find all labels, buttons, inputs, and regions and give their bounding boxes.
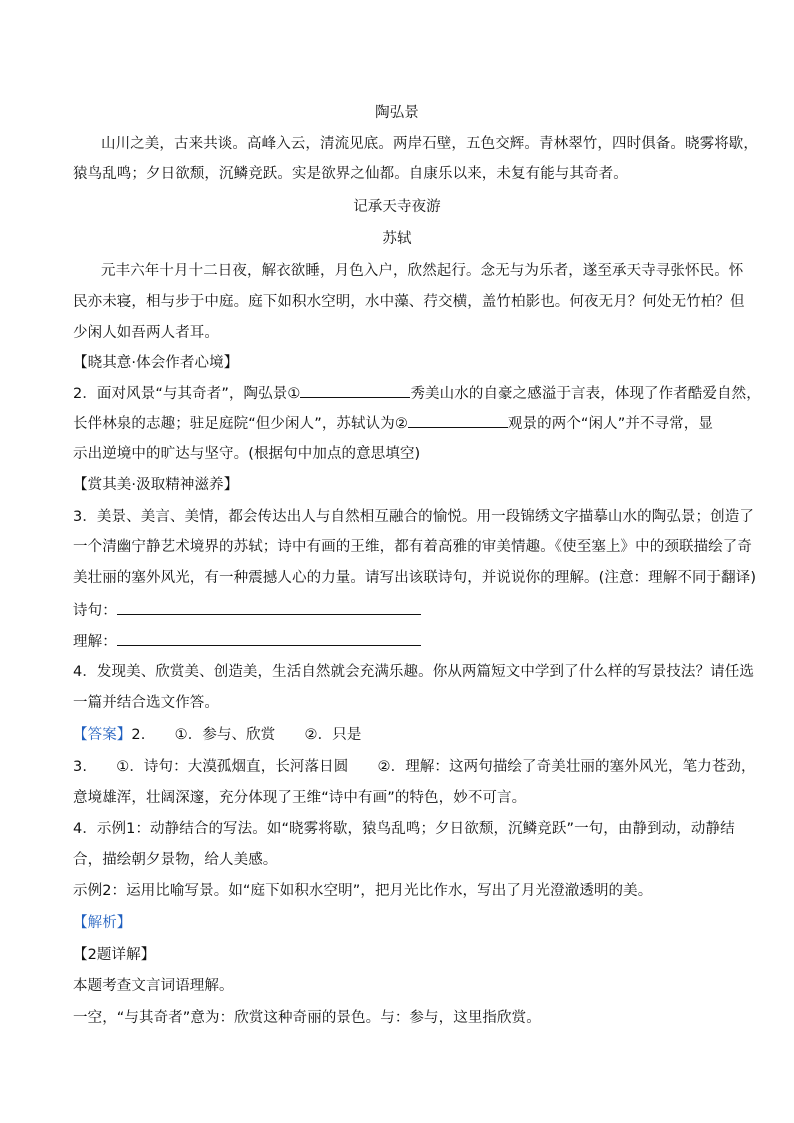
passage1-author: 陶弘景 <box>375 105 419 121</box>
question-2-line2 <box>73 413 713 434</box>
question-2 <box>73 383 761 404</box>
q4-line: 一篇并结合选文作答。 <box>73 695 219 711</box>
passage2-line: 民亦未寝，相与步于中庭。庭下如积水空明，水中藻、荇交横，盖竹柏影也。何夜无月？何处无竹柏？但 <box>73 294 745 310</box>
answer-q2 <box>73 725 361 745</box>
answer-q2-text: 2. ①．参与、欣赏 ②．只是 <box>131 727 362 743</box>
q2-text: 长伴林泉的志趣；驻足庭院“但少闲人”，苏轼认为② <box>73 416 408 432</box>
analysis-line: 一空，“与其奇者”意为：欣赏这种奇丽的景色。与：参与，这里指欣赏。 <box>73 1010 541 1026</box>
analysis-label: 【解析】 <box>73 915 132 931</box>
q2-text: 观景的两个“闲人”并不寻常，显 <box>507 416 713 432</box>
q3-line: 3．美景、美言、美情，都会传达出人与自然相互融合的愉悦。用一段锦绣文字描摹山水的陶弘景；创造了 <box>73 509 754 525</box>
answer-q3-line: 意境雄浑，壮阔深邃，充分体现了王维“诗中有画”的特色，妙不可言。 <box>73 790 527 806</box>
q2-text: 2．面对风景“与其奇者”，陶弘景① <box>73 386 301 402</box>
passage2-line: 元丰六年十月十二日夜，解衣欲睡，月色入户，欣然起行。念无与为乐者，遂至承天寺寻张怀民。怀 <box>101 263 744 279</box>
analysis-subheading: 【2题详解】 <box>73 947 156 963</box>
passage2-author: 苏轼 <box>382 231 412 247</box>
q3-poem-label: 诗句： <box>73 603 117 619</box>
q3-line: 美壮丽的塞外风光，有一种震撼人心的力量。请写出该联诗句，并说说你的理解。(注意：理解不同于翻译) <box>73 570 757 586</box>
q3-understand-label: 理解： <box>73 634 117 650</box>
analysis-line: 本题考查文言词语理解。 <box>73 978 234 994</box>
section-heading: 【赏其美·汲取精神滋养】 <box>73 477 239 493</box>
passage1-line: 山川之美，古来共谈。高峰入云，清流见底。两岸石壁，五色交辉。青林翠竹，四时俱备。晓雾将歇， <box>101 136 758 152</box>
q3-poem-answer-line[interactable] <box>117 600 421 615</box>
q4-line: 4．发现美、欣赏美、创造美，生活自然就会充满乐趣。你从两篇短文中学到了什么样的写景技法？请任选 <box>73 664 754 680</box>
q3-line: 一个清幽宁静艺术境界的苏轼；诗中有画的王维，都有着高雅的审美情趣。《使至塞上》中的颈联描绘了奇 <box>73 539 752 555</box>
answer-q4-line: 4．示例1：动静结合的写法。如“晓雾将歇，猿鸟乱鸣；夕日欲颓，沉鳞竞跃”一句，由静到动，动静结 <box>73 821 735 837</box>
answer-label: 【答案】 <box>73 727 132 743</box>
q2-blank-1[interactable] <box>300 383 410 398</box>
passage1-line: 猿鸟乱鸣；夕日欲颓，沉鳞竞跃。实是欲界之仙都。自康乐以来，未复有能与其奇者。 <box>73 166 628 182</box>
q3-understand-answer-line[interactable] <box>117 631 421 646</box>
answer-q4-line: 合，描绘朝夕景物，给人美感。 <box>73 852 278 868</box>
q2-note: 示出逆境中的旷达与坚守。(根据句中加点的意思填空) <box>73 446 421 462</box>
q3-understand-row <box>73 631 421 652</box>
answer-q3-line: 3. ①．诗句：大漠孤烟直，长河落日圆 ②．理解：这两句描绘了奇美壮丽的塞外风光，笔力苍劲， <box>73 759 756 775</box>
q3-poem-row <box>73 600 421 621</box>
section-heading: 【晓其意·体会作者心境】 <box>73 355 239 371</box>
q2-text: 秀美山水的自豪之感溢于言表，体现了作者酷爱自然， <box>410 386 761 402</box>
answer-q4-line: 示例2：运用比喻写景。如“庭下如积水空明”，把月光比作水，写出了月光澄澈透明的美。 <box>73 883 653 899</box>
q2-blank-2[interactable] <box>408 413 508 428</box>
passage2-title: 记承天寺夜游 <box>353 199 441 215</box>
passage2-line: 少闲人如吾两人者耳。 <box>73 325 219 341</box>
